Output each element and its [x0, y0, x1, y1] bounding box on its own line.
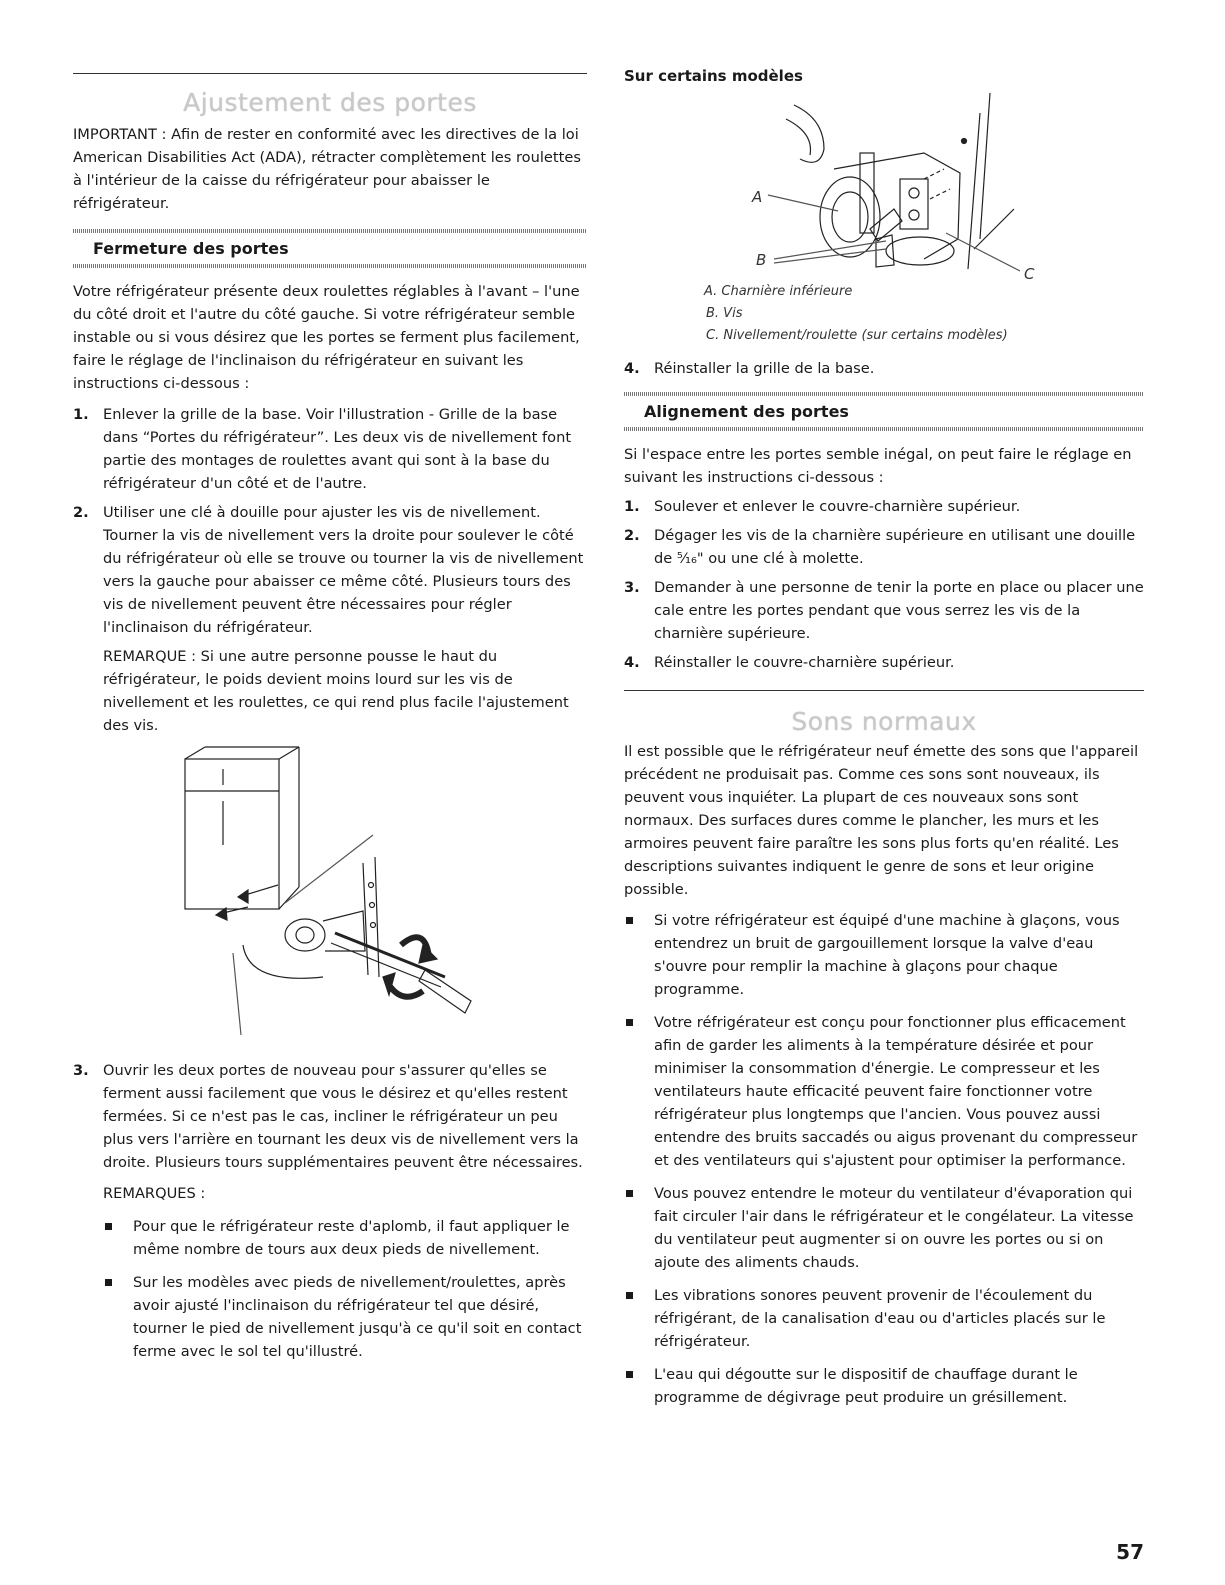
remarque-item-text: Pour que le réfrigérateur reste d'aplomb, il faut appliquer le même nombre de tours aux deux pieds de nivellement. [133, 1218, 570, 1258]
remarque-label: REMARQUE : [103, 648, 197, 665]
step-text: Soulever et enlever le couvre-charnière supérieur. [654, 498, 1021, 515]
step-number: 1. [624, 498, 640, 515]
step-number: 2. [624, 527, 640, 544]
step-number: 2. [73, 504, 89, 521]
caption-c: C. Nivellement/roulette (sur certains modèles) [706, 328, 1008, 343]
sons-item [624, 1182, 1144, 1274]
remarque-text: Si une autre personne pousse le haut du réfrigérateur, le poids devient moins lourd sur les vis de nivellement et les roulettes, ce qui rend plus facile l'ajustement des vis. [103, 648, 569, 734]
sons-item-text: L'eau qui dégoutte sur le dispositif de chauffage durant le programme de dégivrage peut produire un grésillement. [654, 1366, 1078, 1406]
leveling-illustration [73, 745, 587, 1045]
fermeture-steps-continued [73, 1059, 587, 1363]
step-text: Réinstaller la grille de la base. [654, 360, 875, 377]
fermeture-intro: Votre réfrigérateur présente deux roulettes réglables à l'avant – l'une du côté droit et l'autre du côté gauche. Si votre réfrigérateur semble instable ou si vous désirez que les portes se ferment plus facilement, faire le réglage de l'inclinaison du réfrigérateur en suivant les instructions ci-dessous : [73, 283, 580, 392]
page-number: 57 [1116, 1540, 1144, 1564]
step-item [624, 357, 1144, 380]
bullet-icon [626, 1019, 633, 1026]
important-paragraph [73, 123, 587, 215]
section-title-sons: Sons normaux [791, 707, 977, 736]
subheading-fermeture: Fermeture des portes [93, 239, 289, 258]
sons-item [624, 1363, 1144, 1409]
bullet-icon [626, 917, 633, 924]
sons-item-text: Les vibrations sonores peuvent provenir de l'écoulement du réfrigérant, de la canalisation d'eau ou d'articles placés sur le réfrigérateur. [654, 1287, 1106, 1350]
step-item [73, 1059, 587, 1363]
step-item [73, 501, 587, 737]
fermeture-steps [73, 403, 587, 737]
subheading-alignement: Alignement des portes [644, 402, 849, 421]
bullet-icon [626, 1292, 633, 1299]
step-text: Ouvrir les deux portes de nouveau pour s'assurer qu'elles se ferment aussi facilement que vous le désirez et qu'elles restent fermées. Si ce n'est pas le cas, incliner le réfrigérateur un peu plus vers l'arrière en tournant les deux vis de nivellement vers la droite. Plusieurs tours supplémentaires peuvent être nécessaires. [103, 1062, 583, 1171]
bullet-icon [626, 1371, 633, 1378]
reinstall-step [624, 357, 1144, 380]
step-number: 1. [73, 406, 89, 423]
figure-label-a: A [752, 188, 763, 206]
figure-captions [624, 281, 1144, 347]
step-text: Demander à une personne de tenir la porte en place ou placer une cale entre les portes pendant que vous serrez les vis de la charnière supérieure. [654, 579, 1144, 642]
remarques-label: REMARQUES : [103, 1185, 206, 1202]
left-column [73, 0, 587, 1363]
important-text: Afin de rester en conformité avec les directives de la loi American Disabilities Act (ADA), rétracter complètement les roulettes à l'intérieur de la caisse du réfrigérateur pour abaisser le réfrigérateur. [73, 126, 581, 212]
remarque-item [103, 1215, 587, 1261]
sons-list [624, 909, 1144, 1409]
section-rule [624, 690, 1144, 691]
sons-item-text: Votre réfrigérateur est conçu pour fonctionner plus efficacement afin de garder les aliments à la température désirée et pour minimiser la consommation d'énergie. Le compresseur et les ventilateurs haute efficacité peuvent faire fonctionner votre réfrigérateur plus longtemps que l'ancien. Vous pouvez aussi entendre des bruits saccadés ou aigus provenant du compresseur et des ventilateurs qui s'ajustent pour optimiser la performance. [654, 1014, 1138, 1169]
bullet-icon [105, 1279, 112, 1286]
step-item [624, 524, 1144, 570]
step-text: Réinstaller le couvre-charnière supérieur. [654, 654, 955, 671]
caption-b: B. Vis [706, 306, 743, 321]
step-item [73, 403, 587, 495]
remarque-item-text: Sur les modèles avec pieds de nivellement/roulettes, après avoir ajusté l'inclinaison du réfrigérateur tel que désiré, tourner le pied de nivellement jusqu'à ce qu'il soit en contact ferme avec le sol tel qu'illustré. [133, 1274, 582, 1360]
step-item [624, 576, 1144, 645]
sons-item [624, 909, 1144, 1001]
right-column [624, 0, 1144, 1409]
alignement-intro: Si l'espace entre les portes semble inégal, on peut faire le réglage en suivant les instructions ci-dessous : [624, 446, 1132, 486]
step-text: Dégager les vis de la charnière supérieure en utilisant une douille de ⁵⁄₁₆" ou une clé à molette. [654, 527, 1136, 567]
important-label: IMPORTANT : [73, 126, 167, 143]
sons-intro: Il est possible que le réfrigérateur neuf émette des sons que l'appareil précédent ne produisait pas. Comme ces sons sont nouveaux, ils peuvent vous inquiéter. La plupart de ces nouveaux sons sont normaux. Des surfaces dures comme le plancher, les murs et les armoires peuvent faire paraître les sons plus forts qu'en réalité. Les descriptions suivantes indiquent le genre de sons et leur origine possible. [624, 743, 1139, 898]
step-item [624, 651, 1144, 674]
sons-item [624, 1284, 1144, 1353]
step-number: 4. [624, 654, 640, 671]
caption-a: A. Charnière inférieure [704, 284, 853, 299]
remarque-item [103, 1271, 587, 1363]
step-number: 4. [624, 360, 640, 377]
figure-label-c: C [1024, 265, 1035, 279]
hinge-illustration [624, 89, 1144, 279]
step-number: 3. [624, 579, 640, 596]
figure-label-b: B [756, 251, 767, 269]
alignement-steps [624, 495, 1144, 674]
bullet-icon [626, 1190, 633, 1197]
hatch-divider [73, 264, 587, 268]
remarques-list [103, 1215, 587, 1363]
remarque-paragraph [103, 645, 587, 737]
hatch-divider [624, 427, 1144, 431]
subheading-models: Sur certains modèles [624, 67, 803, 85]
step-item [624, 495, 1144, 518]
sons-item-text: Vous pouvez entendre le moteur du ventilateur d'évaporation qui fait circuler l'air dans le réfrigérateur et le congélateur. La vitesse du ventilateur peut augmenter si on ouvre les portes ou si on ajoute des aliments chauds. [654, 1185, 1134, 1271]
sons-item [624, 1011, 1144, 1172]
step-text: Enlever la grille de la base. Voir l'illustration - Grille de la base dans “Portes du réfrigérateur”. Les deux vis de nivellement font partie des montages de roulettes avant qui sont à la base du réfrigérateur d'un côté et de l'autre. [103, 406, 572, 492]
step-number: 3. [73, 1062, 89, 1079]
section-title-ajustement: Ajustement des portes [183, 88, 477, 117]
step-text: Utiliser une clé à douille pour ajuster les vis de nivellement. Tourner la vis de nivellement vers la droite pour soulever le côté du réfrigérateur où elle se trouve ou tourner la vis de nivellement vers la gauche pour abaisser ce même côté. Plusieurs tours des vis de nivellement peuvent être nécessaires pour régler l'inclinaison du réfrigérateur. [103, 504, 584, 636]
sons-item-text: Si votre réfrigérateur est équipé d'une machine à glaçons, vous entendrez un bruit de gargouillement lorsque la valve d'eau s'ouvre pour remplir la machine à glaçons pour chaque programme. [654, 912, 1120, 998]
bullet-icon [105, 1223, 112, 1230]
section-rule [73, 73, 587, 74]
